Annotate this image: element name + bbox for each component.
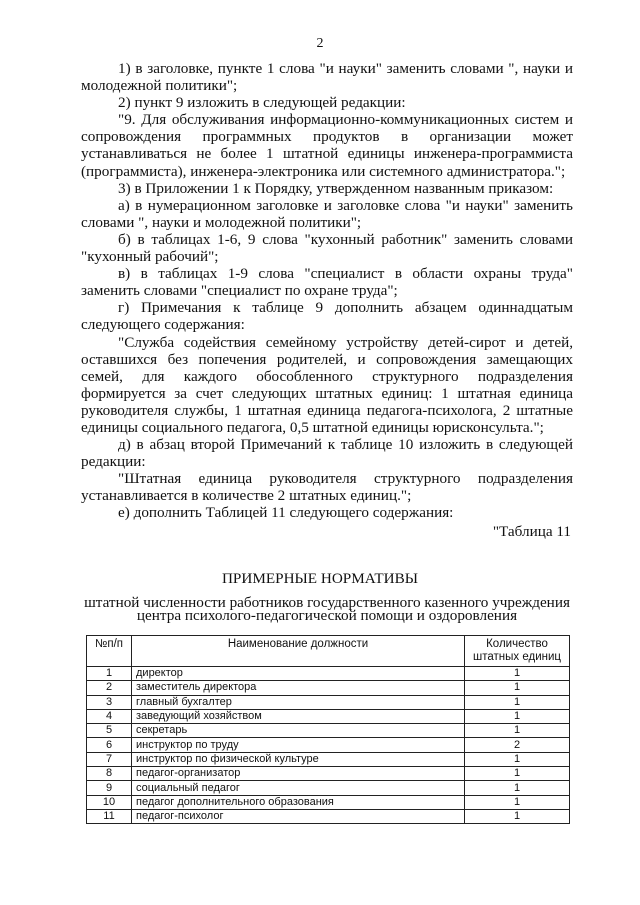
row-number: 5 [87,724,132,738]
row-count: 1 [465,767,570,781]
row-position: заведующий хозяйством [132,709,465,723]
paragraph: б) в таблицах 1-6, 9 слова "кухонный работник" заменить словами "кухонный рабочий"; [81,230,573,266]
table-row [87,724,570,738]
row-position: главный бухгалтер [132,695,465,709]
subheading-line: штатной численности работников государственного казенного учреждения [84,594,570,611]
header-count: Количество штатных единиц [465,636,570,667]
table-label: "Таблица 11 [492,522,571,540]
row-number: 2 [87,681,132,695]
section-subheading [81,596,573,622]
document-body [81,60,573,540]
row-count: 1 [465,781,570,795]
row-position: педагог-организатор [132,767,465,781]
subheading-line: центра психолого-педагогической помощи и оздоровления [136,607,518,624]
row-position: социальный педагог [132,781,465,795]
row-position: секретарь [132,724,465,738]
row-number: 8 [87,767,132,781]
table-row [87,695,570,709]
row-number: 10 [87,795,132,809]
paragraph: а) в нумерационном заголовке и заголовке слова "и науки" заменить словами ", науки и молодежной политики"; [81,196,573,231]
row-number: 11 [87,809,132,823]
page-number: 2 [316,36,324,51]
paragraph: е) дополнить Таблицей 11 следующего содержания: [118,504,454,522]
table-header-row [87,636,570,667]
table-row [87,809,570,823]
row-number: 1 [87,667,132,681]
row-number: 9 [87,781,132,795]
row-position: педагог дополнительного образования [132,795,465,809]
header-position: Наименование должности [132,636,465,667]
paragraph: д) в абзац второй Примечаний к таблице 10 изложить в следующей редакции: [81,436,573,471]
row-number: 6 [87,738,132,752]
row-position: педагог-психолог [132,809,465,823]
row-count: 1 [465,667,570,681]
row-count: 1 [465,809,570,823]
row-position: инструктор по труду [132,738,465,752]
table-row [87,667,570,681]
row-count: 2 [465,738,570,752]
table-row [87,752,570,766]
paragraph: 3) в Приложении 1 к Порядку, утвержденном названным приказом: [118,179,554,197]
table-row [87,709,570,723]
row-position: директор [132,667,465,681]
row-count: 1 [465,795,570,809]
row-position: заместитель директора [132,681,465,695]
row-number: 7 [87,752,132,766]
paragraph: в) в таблицах 1-9 слова "специалист в области охраны труда" заменить словами "специалист по охране труда"; [81,265,573,300]
paragraph: "9. Для обслуживания информационно-коммуникационных систем и сопровождения программных продуктов в организации может устанавливаться не более 1 штатной единицы инженера-программиста (программиста), инженера-электроника или системного администратора."; [81,111,573,180]
paragraph: 1) в заголовке, пункте 1 слова "и науки" заменить словами ", науки и молодежной политики"; [81,60,573,95]
row-number: 4 [87,709,132,723]
row-count: 1 [465,709,570,723]
row-count: 1 [465,681,570,695]
paragraph: "Штатная единица руководителя структурного подразделения устанавливается в количестве 2 штатных единиц."; [81,470,573,505]
staff-table [86,635,570,824]
row-position: инструктор по физической культуре [132,752,465,766]
paragraph: 2) пункт 9 изложить в следующей редакции: [118,94,406,112]
table-row [87,781,570,795]
table-row [87,767,570,781]
paragraph: г) Примечания к таблице 9 дополнить абзацем одиннадцатым следующего содержания: [81,299,573,334]
table-row [87,738,570,752]
paragraph: "Служба содействия семейному устройству детей-сирот и детей, оставшихся без попечения родителей, и сопровождения замещающих семей, для каждого обособленного структурного подразделения формируется за счет следующих штатных единиц: 1 штатная единица руководителя службы, 1 штатная единица педагога-психолога, 2 штатные единицы социального педагога, 0,5 штатной единицы юрисконсульта."; [81,333,573,436]
table-row [87,795,570,809]
section-heading: ПРИМЕРНЫЕ НОРМАТИВЫ [221,570,419,587]
row-count: 1 [465,752,570,766]
row-count: 1 [465,695,570,709]
row-count: 1 [465,724,570,738]
table-row [87,681,570,695]
row-number: 3 [87,695,132,709]
header-number: №п/п [87,636,132,667]
